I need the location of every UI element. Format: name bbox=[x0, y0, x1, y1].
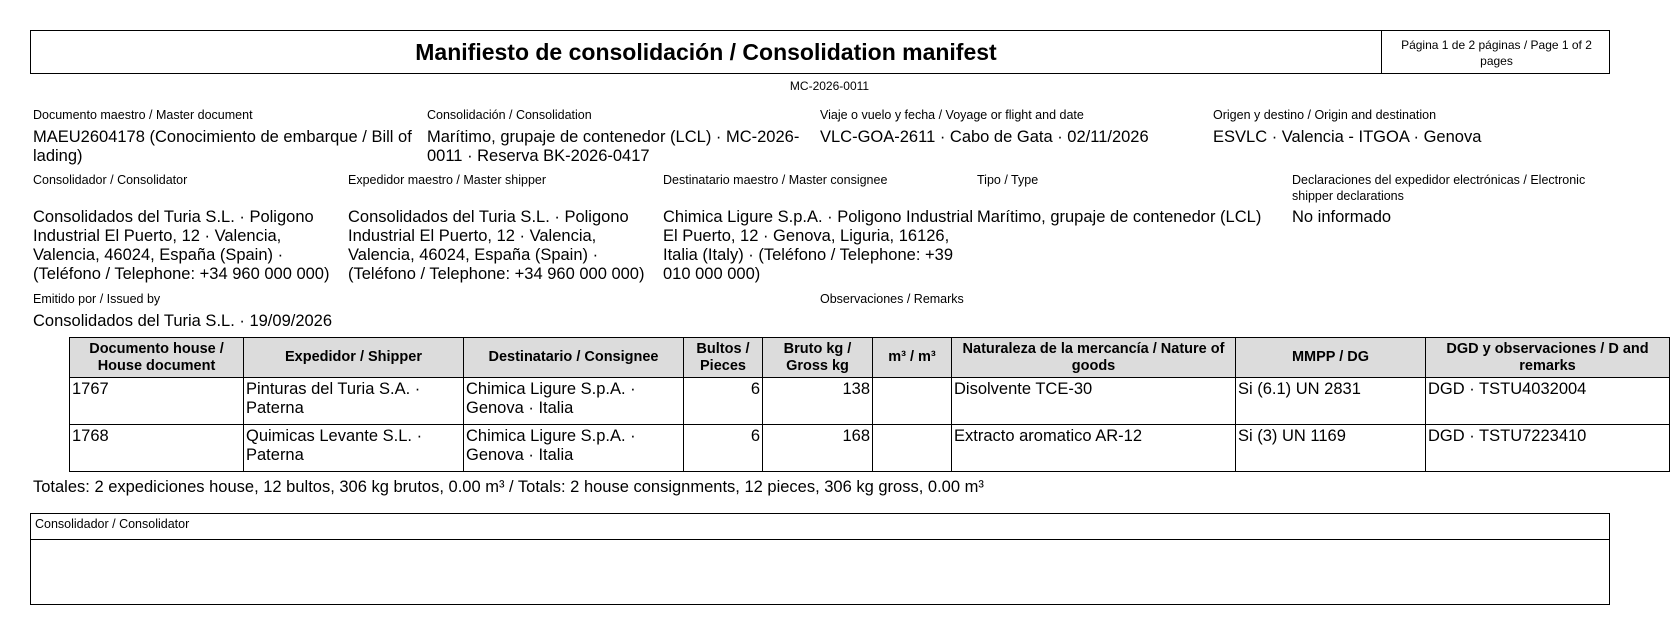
cell-shipper: Quimicas Levante S.L. · Paterna bbox=[244, 425, 464, 472]
col-consignee: Destinatario / Consignee bbox=[464, 338, 684, 378]
cell-shipper: Pinturas del Turia S.A. · Paterna bbox=[244, 378, 464, 425]
consolidation-label: Consolidación / Consolidation bbox=[427, 108, 592, 122]
type-value: Marítimo, grupaje de contenedor (LCL) bbox=[977, 208, 1262, 226]
manifest-reference: MC-2026-0011 bbox=[789, 79, 870, 93]
electronic-declarations-label: Declaraciones del expedidor electrónicas / Electronic shipper declarations bbox=[1292, 173, 1586, 203]
cell-dangerous-goods: Si (6.1) UN 2831 bbox=[1236, 378, 1426, 425]
consolidation-value: Marítimo, grupaje de contenedor (LCL) · MC-2026-0011 · Reserva BK-2026-0417 bbox=[427, 128, 800, 165]
origin-destination-label: Origen y destino / Origin and destination bbox=[1213, 108, 1437, 122]
col-dangerous-goods: MMPP / DG bbox=[1236, 338, 1426, 378]
voyage-label: Viaje o vuelo y fecha / Voyage or flight and date bbox=[820, 108, 1084, 122]
cell-house-document: 1768 bbox=[70, 425, 244, 472]
cell-volume bbox=[873, 425, 952, 472]
cell-house-document: 1767 bbox=[70, 378, 244, 425]
totals-line: Totales: 2 expediciones house, 12 bultos, 306 kg brutos, 0.00 m³ / Totals: 2 house consignments, 12 pieces, 306 kg gross, 0.00 m³ bbox=[33, 478, 984, 496]
cell-dangerous-goods: Si (3) UN 1169 bbox=[1236, 425, 1426, 472]
cell-nature-of-goods: Disolvente TCE-30 bbox=[952, 378, 1236, 425]
page-indicator-line1: Página 1 de 2 páginas / Page 1 of 2 bbox=[1401, 38, 1592, 52]
cell-nature-of-goods: Extracto aromatico AR-12 bbox=[952, 425, 1236, 472]
cell-dgd-remarks: DGD · TSTU4032004 bbox=[1426, 378, 1670, 425]
col-volume: m³ / m³ bbox=[873, 338, 952, 378]
house-consignments-table bbox=[69, 337, 1670, 472]
consolidator-label: Consolidador / Consolidator bbox=[33, 173, 188, 187]
cell-dgd-remarks: DGD · TSTU7223410 bbox=[1426, 425, 1670, 472]
cell-consignee: Chimica Ligure S.p.A. · Genova · Italia bbox=[464, 425, 684, 472]
master-shipper-value: Consolidados del Turia S.L. · Poligono Industrial El Puerto, 12 · Valencia, Valencia, 46024, España (Spain) · (Teléfono / Telephone: +34 960 000 000) bbox=[348, 208, 645, 283]
cell-pieces: 6 bbox=[684, 425, 763, 472]
master-shipper-label: Expedidor maestro / Master shipper bbox=[348, 173, 547, 187]
voyage-value: VLC-GOA-2611 · Cabo de Gata · 02/11/2026 bbox=[820, 128, 1149, 146]
master-consignee-value: Chimica Ligure S.p.A. · Poligono Industrial El Puerto, 12 · Genova, Liguria, 16126, Italia (Italy) · (Teléfono / Telephone: +39 010 000 000) bbox=[663, 208, 973, 283]
cell-gross-kg: 168 bbox=[763, 425, 873, 472]
remarks-label: Observaciones / Remarks bbox=[820, 292, 964, 306]
col-dgd-remarks: DGD y observaciones / D and remarks bbox=[1426, 338, 1670, 378]
master-document-label: Documento maestro / Master document bbox=[33, 108, 253, 122]
col-gross-kg: Bruto kg / Gross kg bbox=[763, 338, 873, 378]
col-shipper: Expedidor / Shipper bbox=[244, 338, 464, 378]
origin-destination-value: ESVLC · Valencia - ITGOA · Genova bbox=[1213, 128, 1482, 146]
signature-box bbox=[30, 513, 1610, 605]
issued-by-label: Emitido por / Issued by bbox=[33, 292, 161, 306]
cell-consignee: Chimica Ligure S.p.A. · Genova · Italia bbox=[464, 378, 684, 425]
table-row bbox=[70, 425, 1670, 472]
col-pieces: Bultos / Pieces bbox=[684, 338, 763, 378]
col-nature-of-goods: Naturaleza de la mercancía / Nature of goods bbox=[952, 338, 1236, 378]
signature-label: Consolidador / Consolidator bbox=[31, 514, 1609, 540]
issued-by-value: Consolidados del Turia S.L. · 19/09/2026 bbox=[33, 312, 333, 330]
col-house-document: Documento house / House document bbox=[70, 338, 244, 378]
master-consignee-label: Destinatario maestro / Master consignee bbox=[663, 173, 888, 187]
cell-pieces: 6 bbox=[684, 378, 763, 425]
table-header-row bbox=[70, 338, 1670, 378]
cell-gross-kg: 138 bbox=[763, 378, 873, 425]
consolidator-value: Consolidados del Turia S.L. · Poligono Industrial El Puerto, 12 · Valencia, Valencia, 46024, España (Spain) · (Teléfono / Telephone: +34 960 000 000) bbox=[33, 208, 330, 283]
cell-volume bbox=[873, 378, 952, 425]
type-label: Tipo / Type bbox=[977, 173, 1039, 187]
page-indicator-line2: pages bbox=[1480, 54, 1513, 68]
master-document-value: MAEU2604178 (Conocimiento de embarque / Bill of lading) bbox=[33, 128, 412, 165]
table-row bbox=[70, 378, 1670, 425]
electronic-declarations-value: No informado bbox=[1292, 208, 1392, 226]
document-title: Manifiesto de consolidación / Consolidation manifest bbox=[415, 38, 997, 65]
